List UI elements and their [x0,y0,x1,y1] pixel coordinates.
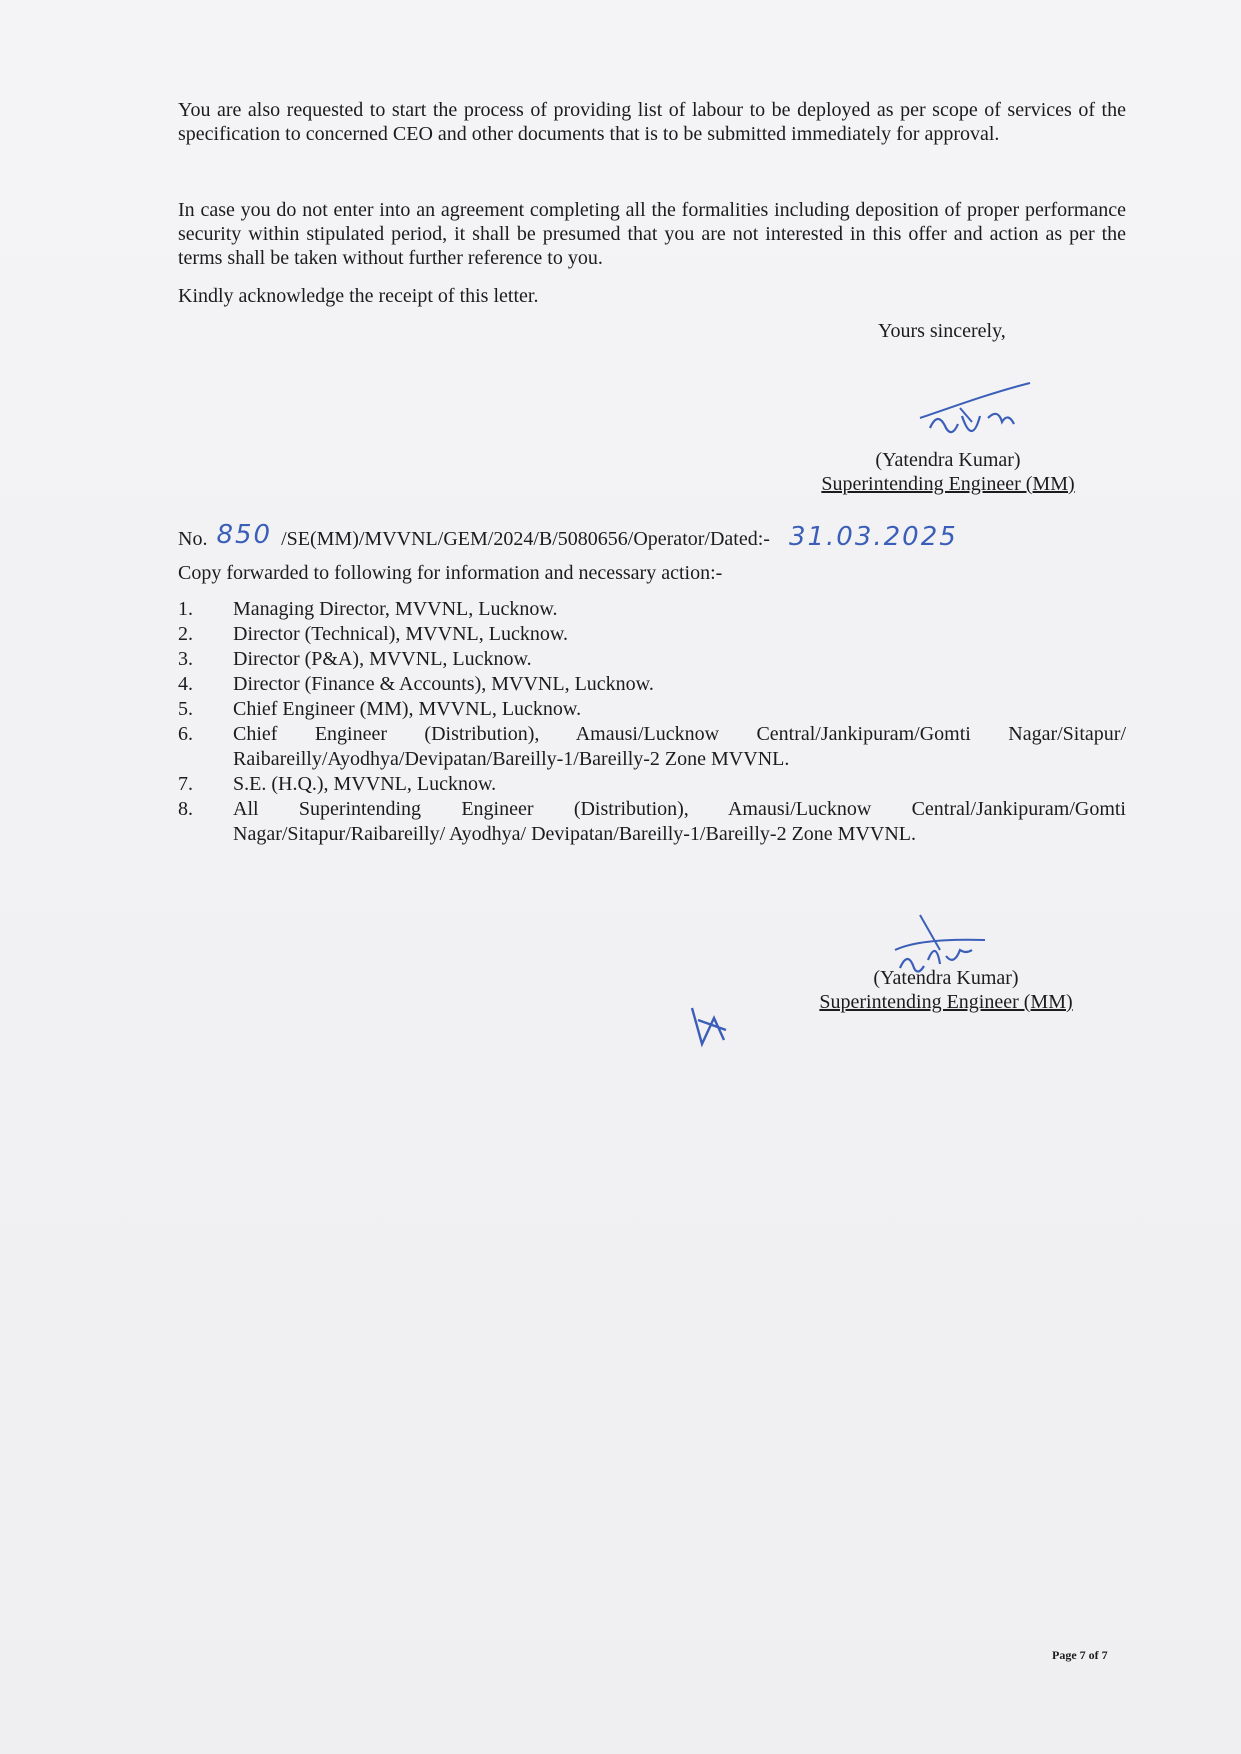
list-item-number: 7. [178,773,193,795]
paragraph-labour-list: You are also requested to start the process of providing list of labour to be deployed as per scope of services of the specification to concerned CEO and other documents that is to be submitted immediately for approval. [178,99,1126,145]
list-item [178,597,1126,622]
list-item-number: 2. [178,623,193,645]
copy-forwarded-line: Copy forwarded to following for information and necessary action:- [178,562,723,584]
list-item-text: Managing Director, MVVNL, Lucknow. [233,598,558,620]
signatory-block-1 [788,448,1108,496]
reference-number-handwritten: 850 [216,520,273,550]
list-item-text: Chief Engineer (MM), MVVNL, Lucknow. [233,698,582,720]
list-item-number: 8. [178,798,193,820]
list-item-number: 1. [178,598,193,620]
reference-prefix: No. [178,528,208,550]
list-item [178,722,1126,772]
closing-salutation: Yours sincerely, [878,320,1006,342]
list-item-number: 3. [178,648,193,670]
list-item-number: 4. [178,673,193,695]
list-item [178,622,1126,647]
list-item-text: Director (Finance & Accounts), MVVNL, Lucknow. [233,673,654,695]
reference-line [178,522,1078,552]
list-item-text: Chief Engineer (Distribution), Amausi/Lucknow Central/Jankipuram/Gomti Nagar/Sitapur/ Raibareilly/Ayodhya/Devipatan/Bareilly-1/Bareilly-2 Zone MVVNL. [233,723,1126,770]
signature-icon [910,378,1040,448]
paragraph-agreement-warning: In case you do not enter into an agreement completing all the formalities including deposition of proper performance security within stipulated period, it shall be presumed that you are not interested in this offer and action as per the terms shall be taken without further reference to you. [178,199,1126,269]
list-item-number: 5. [178,698,193,720]
signatory-designation: Superintending Engineer (MM) [821,473,1075,495]
list-item [178,697,1126,722]
initial-mark-icon [684,1000,734,1050]
list-item-number: 6. [178,723,193,745]
signatory-designation: Superintending Engineer (MM) [819,991,1073,1013]
reference-date-handwritten: 31.03.2025 [788,522,958,552]
list-item [178,797,1126,847]
recipient-list [178,597,1126,847]
reference-code: /SE(MM)/MVVNL/GEM/2024/B/5080656/Operator/Dated:- [281,528,770,550]
list-item-text: S.E. (H.Q.), MVVNL, Lucknow. [233,773,497,795]
signatory-name: (Yatendra Kumar) [873,967,1019,989]
list-item [178,772,1126,797]
list-item-text: All Superintending Engineer (Distribution), Amausi/Lucknow Central/Jankipuram/Gomti Nagar/Sitapur/Raibareilly/ Ayodhya/ Devipatan/Bareilly-1/Bareilly-2 Zone MVVNL. [233,798,1126,845]
signatory-block-2 [786,966,1106,1014]
paragraph-acknowledge: Kindly acknowledge the receipt of this letter. [178,285,539,307]
signatory-name: (Yatendra Kumar) [875,449,1021,471]
list-item-text: Director (Technical), MVVNL, Lucknow. [233,623,568,645]
list-item [178,672,1126,697]
list-item-text: Director (P&A), MVVNL, Lucknow. [233,648,532,670]
list-item [178,647,1126,672]
page-number: Page 7 of 7 [1052,1648,1108,1662]
